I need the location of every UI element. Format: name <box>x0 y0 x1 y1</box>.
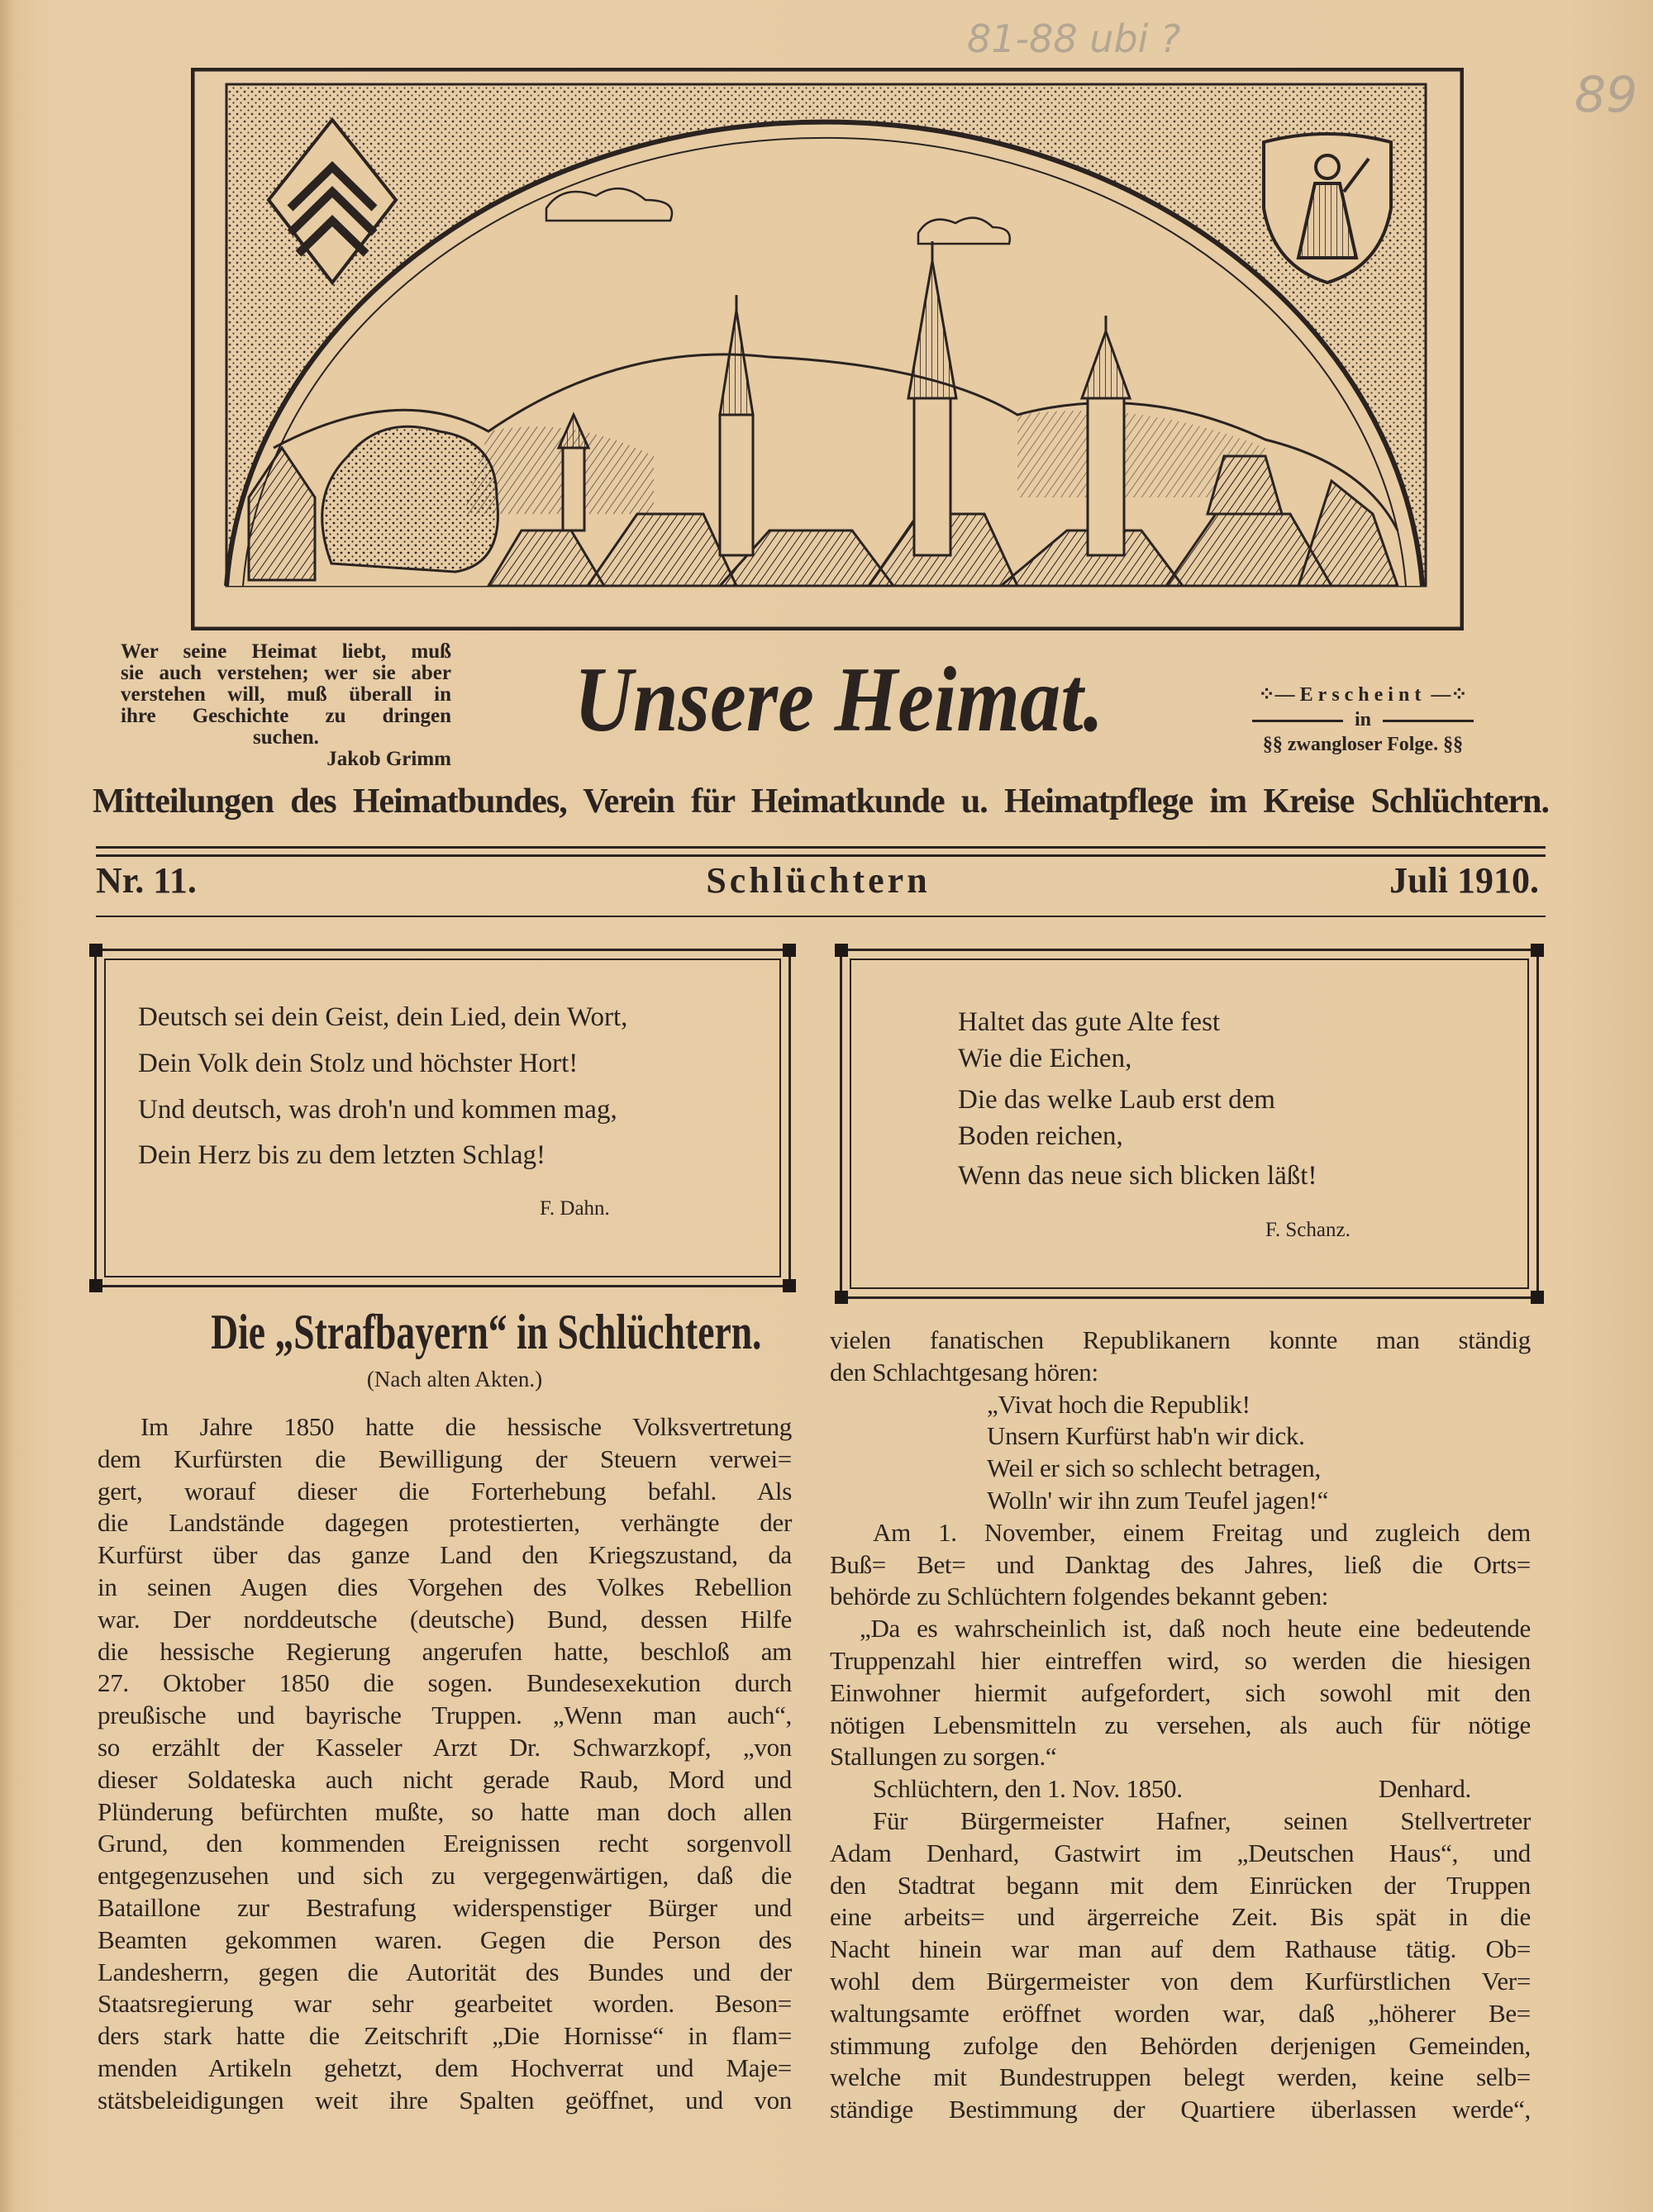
ornament-icon: §§ <box>1443 734 1464 755</box>
article-line: nötigen Lebensmitteln zu versehen, als auch für nötige <box>830 1710 1531 1739</box>
article-line: Staatsregierung war sehr gearbeitet worden. Beson= <box>98 1989 792 2019</box>
poem-box-left <box>94 949 791 1287</box>
masthead-title: Unsere Heimat. <box>574 649 1104 751</box>
pencil-note-top: 81-88 ubi ? <box>967 17 1181 61</box>
article-line: „Da es wahrscheinlich ist, daß noch heute eine bedeutende <box>860 1614 1531 1644</box>
dateline: Schlüchtern, den 1. Nov. 1850. <box>873 1774 1183 1804</box>
article-column-left <box>98 1411 792 2117</box>
town-illustration <box>191 68 1464 630</box>
motto-line: Wer seine Heimat liebt, muß <box>121 640 451 663</box>
article-line <box>830 1773 1531 1805</box>
pencil-page-number: 89 <box>1574 66 1638 124</box>
article-line: Truppenzahl hier eintreffen wird, so werden die hiesigen <box>830 1645 1531 1675</box>
divider <box>96 846 1546 849</box>
frequency-line: Erscheint <box>1299 684 1427 706</box>
article-line: den Schlachtgesang hören: <box>830 1357 1098 1387</box>
article-line: Für Bürgermeister Hafner, seinen Stellvertreter <box>873 1805 1531 1835</box>
poem-line: Wenn das neue sich blicken läßt! <box>958 1161 1317 1191</box>
poem-line: Haltet das gute Alte fest <box>958 1007 1221 1037</box>
article-line: Grund, den kommenden Ereignissen recht sorgenvoll <box>98 1829 792 1858</box>
article-line: Plünderung befürchten mußte, so hatte man doch allen <box>98 1796 792 1826</box>
motto-line: verstehen will, muß überall in <box>121 683 451 706</box>
article-line: Stallungen zu sorgen.“ <box>830 1742 1057 1772</box>
poem-line: Dein Volk dein Stolz und höchster Hort! <box>138 1049 579 1078</box>
article-line: menden Artikeln gehetzt, dem Hochverrat und Maje= <box>98 2053 792 2082</box>
article-title: Die „Strafbayern“ in Schlüchtern. <box>211 1305 762 1359</box>
article-line: dem Kurfürsten die Bewilligung der Steuern verwei= <box>98 1444 792 1473</box>
article-title-box <box>124 1302 785 1362</box>
article-line: „Vivat hoch die Republik! <box>987 1389 1250 1419</box>
article-line: so erzählt der Kasseler Arzt Dr. Schwarzkopf, „von <box>98 1732 792 1762</box>
article-line: Landesherrn, gegen die Autorität des Bundes und der <box>98 1957 792 1986</box>
article-line: stimmung zufolge den Behörden derjenigen Gemeinden, <box>830 2030 1531 2060</box>
article-line: entgegenzusehen und sich zu vergegenwärtigen, daß die <box>98 1861 792 1891</box>
article-line: die hessische Regierung angerufen hatte, beschloß am <box>98 1636 792 1666</box>
article-line: gert, worauf dieser die Forterhebung befahl. Als <box>98 1476 792 1506</box>
article-line: 27. Oktober 1850 die sogen. Bundesexekution durch <box>98 1668 792 1698</box>
article-line: Nacht hinein war man auf dem Rathause tätig. Ob= <box>830 1934 1531 1964</box>
poem-author: F. Dahn. <box>540 1197 610 1220</box>
article-line: Wolln' wir ihn zum Teufel jagen!“ <box>987 1485 1329 1515</box>
poem-line: Die das welke Laub erst dem <box>958 1085 1275 1115</box>
divider <box>96 854 1546 857</box>
article-line: Im Jahre 1850 hatte die hessische Volksvertretung <box>141 1412 792 1441</box>
motto-line: sie auch verstehen; wer sie aber <box>121 662 451 684</box>
motto-author: Jakob Grimm <box>326 748 451 770</box>
article-line: Am 1. November, einem Freitag und zugleich dem <box>873 1517 1531 1547</box>
article-line: ders stark hatte die Zeitschrift „Die Hornisse“ in flam= <box>98 2021 792 2051</box>
article-line: welche mit Bundestruppen belegt werden, keine selb= <box>830 2062 1531 2092</box>
article-line: in seinen Augen dies Vorgehen des Volkes Rebellion <box>98 1572 792 1601</box>
issue-number: Nr. 11. <box>96 860 197 901</box>
article-line: preußische und bayrische Truppen. „Wenn man auch“, <box>98 1701 792 1730</box>
article-line: Adam Denhard, Gastwirt im „Deutschen Haus“, und <box>830 1838 1531 1867</box>
ornament-icon: ⁘— <box>1258 684 1295 706</box>
publication-frequency <box>1193 683 1533 757</box>
frequency-line: in <box>1354 709 1371 730</box>
article-line: dieser Soldateska auch nicht gerade Raub, Mord und <box>98 1764 792 1794</box>
motto-line: ihre Geschichte zu dringen <box>121 705 451 727</box>
poem-line: Boden reichen, <box>958 1121 1123 1151</box>
article-line: Beamten gekommen waren. Gegen die Person des <box>98 1924 792 1954</box>
article-line: war. Der norddeutsche (deutsche) Bund, dessen Hilfe <box>98 1604 792 1634</box>
article-line: Weil er sich so schlecht betragen, <box>987 1453 1321 1483</box>
issue-date: Juli 1910. <box>1389 860 1539 901</box>
poem-line: Wie die Eichen, <box>958 1044 1132 1073</box>
article-line: wohl dem Bürgermeister von dem Kurfürstlichen Ver= <box>830 1966 1531 1996</box>
article-line: ständige Bestimmung der Quartiere überlassen werde“, <box>830 2095 1531 2124</box>
article-subtitle: (Nach alten Akten.) <box>366 1367 543 1391</box>
frequency-line: zwangloser Folge. <box>1287 734 1439 755</box>
article-line: Einwohner hiermit aufgefordert, sich sowohl mit den <box>830 1677 1531 1707</box>
masthead-title-box <box>512 638 1165 762</box>
article-line: waltungsamte eröffnet worden war, daß „höherer Be= <box>830 1998 1531 2028</box>
signature: Denhard. <box>1378 1774 1471 1804</box>
ornament-icon: §§ <box>1262 734 1283 755</box>
article-column-right <box>830 1325 1531 2126</box>
article-line: Unsern Kurfürst hab'n wir dick. <box>987 1421 1305 1451</box>
motto-quote <box>121 641 451 770</box>
article-line: Kurfürst über das ganze Land den Kriegszustand, da <box>98 1540 792 1570</box>
article-line: Buß= Bet= und Danktag des Jahres, ließ die Orts= <box>830 1549 1531 1579</box>
article-line: Bataillone zur Bestrafung widerspenstiger Bürger und <box>98 1892 792 1922</box>
article-line: behörde zu Schlüchtern folgendes bekannt geben: <box>830 1582 1329 1611</box>
poem-box-right <box>840 949 1539 1299</box>
issue-place: Schlüchtern <box>706 860 931 901</box>
article-line: eine arbeits= und ärgerreiche Zeit. Bis spät in die <box>830 1902 1531 1932</box>
poem-line: Deutsch sei dein Geist, dein Lied, dein Wort, <box>138 1002 628 1032</box>
divider <box>96 916 1546 917</box>
article-line: die Landstände dagegen protestierten, verhängte der <box>98 1508 792 1538</box>
ornament-icon: —⁘ <box>1431 684 1468 706</box>
article-line: stätsbeleidigungen weit ihre Spalten geöffnet, und von <box>98 2085 792 2114</box>
article-line: den Stadtrat begann mit dem Einrücken der Truppen <box>830 1870 1531 1900</box>
article-line: vielen fanatischen Republikanern konnte man ständig <box>830 1325 1531 1354</box>
poem-line: Und deutsch, was droh'n und kommen mag, <box>138 1095 617 1125</box>
motto-line: suchen. <box>253 726 319 749</box>
masthead-subtitle: Mitteilungen des Heimatbundes, Verein für Heimatkunde u. Heimatpflege im Kreise Schlüchtern. <box>93 783 1549 821</box>
poem-line: Dein Herz bis zu dem letzten Schlag! <box>138 1140 545 1170</box>
poem-author: F. Schanz. <box>1265 1219 1351 1241</box>
